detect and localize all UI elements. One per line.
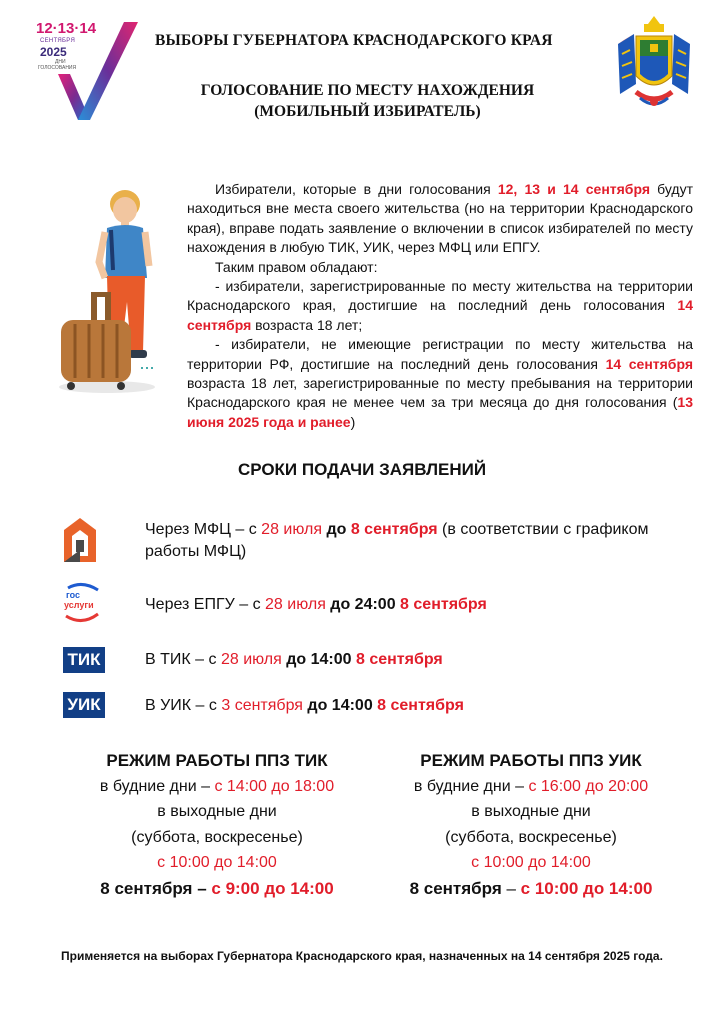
sep8-time: с 9:00 до 14:00 — [211, 878, 334, 898]
deadline-to-label: до — [322, 521, 351, 538]
schedule-tik-weekend-label: в выходные дни — [157, 803, 277, 820]
logo-year: 2025 — [40, 45, 67, 59]
deadline-from: 28 июля — [265, 596, 326, 613]
uik-deadline — [145, 695, 675, 717]
deadline-text: В ТИК – с — [145, 651, 221, 668]
intro-text-span: будут находиться вне места своего жительства (но на территории Краснодарского края), вправе подать заявление о включении в список избирателей по месту нахождения в любую ТИК, УИК, через МФЦ или ЕПГУ. — [187, 181, 693, 256]
logo-sub2: ГОЛОСОВАНИЯ — [38, 65, 77, 71]
deadline-to: 8 сентября — [400, 596, 487, 613]
deadline-text: Через ЕПГУ – с — [145, 596, 266, 613]
schedule-tik-weekend-days: (суббота, воскресенье) — [131, 828, 303, 846]
page-title: ВЫБОРЫ ГУБЕРНАТОРА КРАСНОДАРСКОГО КРАЯ — [155, 32, 553, 49]
subtitle-line-2: (МОБИЛЬНЫЙ ИЗБИРАТЕЛЬ) — [254, 103, 481, 120]
weekdays-label: в будние дни – — [413, 777, 529, 795]
schedule-tik-sep8 — [82, 876, 352, 902]
logo-sub1: ДНИ — [55, 59, 66, 65]
sep8-time: с 10:00 до 14:00 — [520, 878, 653, 898]
mfc-icon — [60, 516, 100, 564]
schedule-tik-weekdays — [82, 774, 352, 800]
logo-month: СЕНТЯБРЯ — [40, 38, 76, 44]
deadline-from: 28 июля — [220, 651, 282, 668]
weekdays-label: в будние дни – — [99, 777, 215, 795]
schedule-tik-title: РЕЖИМ РАБОТЫ ППЗ ТИК — [106, 751, 328, 770]
deadline-from: 28 июля — [261, 521, 322, 538]
intro-text-span: - избиратели, не имеющие регистрации по месту жительства на территории РФ, достигшие на последний день голосования — [187, 336, 693, 372]
schedule-tik-weekend-time: с 10:00 до 14:00 — [157, 854, 277, 871]
sep8-label: 8 сентября – — [100, 878, 212, 898]
schedule-tik — [82, 748, 352, 901]
intro-paragraph-4 — [187, 335, 693, 432]
highlight-date: 14 сентября — [605, 355, 693, 372]
deadline-to-label: до 14:00 — [281, 651, 356, 668]
deadline-to-label: до 24:00 — [325, 596, 401, 613]
deadlines-title: СРОКИ ПОДАЧИ ЗАЯВЛЕНИЙ — [237, 460, 487, 479]
deadline-to: 8 сентября — [350, 521, 438, 538]
voting-dates: 12, 13 и 14 сентября — [497, 181, 650, 197]
gosuslugi-line2: услуги — [64, 600, 94, 610]
schedule-uik-weekend-label: в выходные дни — [471, 803, 591, 820]
schedule-uik-weekend-time: с 10:00 до 14:00 — [471, 854, 591, 871]
schedule-uik-weekdays — [396, 774, 666, 800]
page-subtitle — [175, 80, 560, 122]
deadline-text: (в соответствии с графиком работы МФЦ) — [145, 521, 649, 560]
epgu-deadline — [145, 594, 675, 616]
subtitle-line-1: ГОЛОСОВАНИЕ ПО МЕСТУ НАХОЖДЕНИЯ — [200, 82, 535, 99]
schedule-uik-weekend-days: (суббота, воскресенье) — [445, 828, 617, 846]
tik-deadline — [145, 649, 675, 671]
schedule-uik-sep8 — [396, 876, 666, 902]
tik-badge: ТИК — [63, 647, 105, 673]
deadline-text: Через МФЦ – с — [145, 521, 262, 538]
intro-paragraph-3 — [187, 277, 693, 335]
mfc-deadline — [145, 519, 675, 563]
deadline-from: 3 сентября — [221, 697, 303, 714]
highlight-date: 14 сентября — [187, 297, 693, 333]
traveler-illustration — [55, 182, 160, 397]
schedule-uik-title: РЕЖИМ РАБОТЫ ППЗ УИК — [420, 751, 642, 770]
intro-text-span: ) — [350, 413, 356, 430]
intro-text-span: Избиратели, которые в дни голосования — [215, 181, 498, 197]
coat-of-arms-icon — [610, 14, 698, 116]
logo-dates: 12·13·14 — [36, 20, 97, 37]
sep8-label: 8 сентября — [409, 878, 502, 898]
intro-text — [187, 180, 693, 432]
intro-text-span: - избиратели, зарегистрированные по месту жительства на территории Краснодарского края, достигшие на последний день голосования — [187, 278, 693, 314]
gosuslugi-line1: гос — [66, 590, 81, 600]
footer-note: Применяется на выборах Губернатора Краснодарского края, назначенных на 14 сентября 2025 года. — [61, 949, 663, 963]
intro-paragraph-1 — [187, 180, 693, 258]
deadline-to: 8 сентября — [355, 651, 443, 668]
deadline-text: В УИК – с — [145, 697, 222, 714]
gosuslugi-icon — [60, 582, 104, 624]
weekdays-time: с 14:00 до 18:00 — [214, 777, 335, 795]
schedule-uik — [396, 748, 666, 901]
weekdays-time: с 16:00 до 20:00 — [528, 777, 649, 795]
highlight-date: 13 июня 2025 года и ранее — [187, 394, 693, 430]
intro-text-span: возраста 18 лет, зарегистрированные по месту пребывания на территории Краснодарского края не менее чем за три месяца до дня голосования ( — [187, 375, 693, 411]
uik-badge: УИК — [63, 692, 105, 718]
deadline-to: 8 сентября — [377, 697, 464, 714]
intro-paragraph-2: Таким правом обладают: — [215, 258, 378, 275]
sep8-dash: – — [501, 878, 521, 898]
intro-text-span: возраста 18 лет; — [251, 316, 363, 333]
deadline-to-label: до 14:00 — [302, 697, 378, 714]
